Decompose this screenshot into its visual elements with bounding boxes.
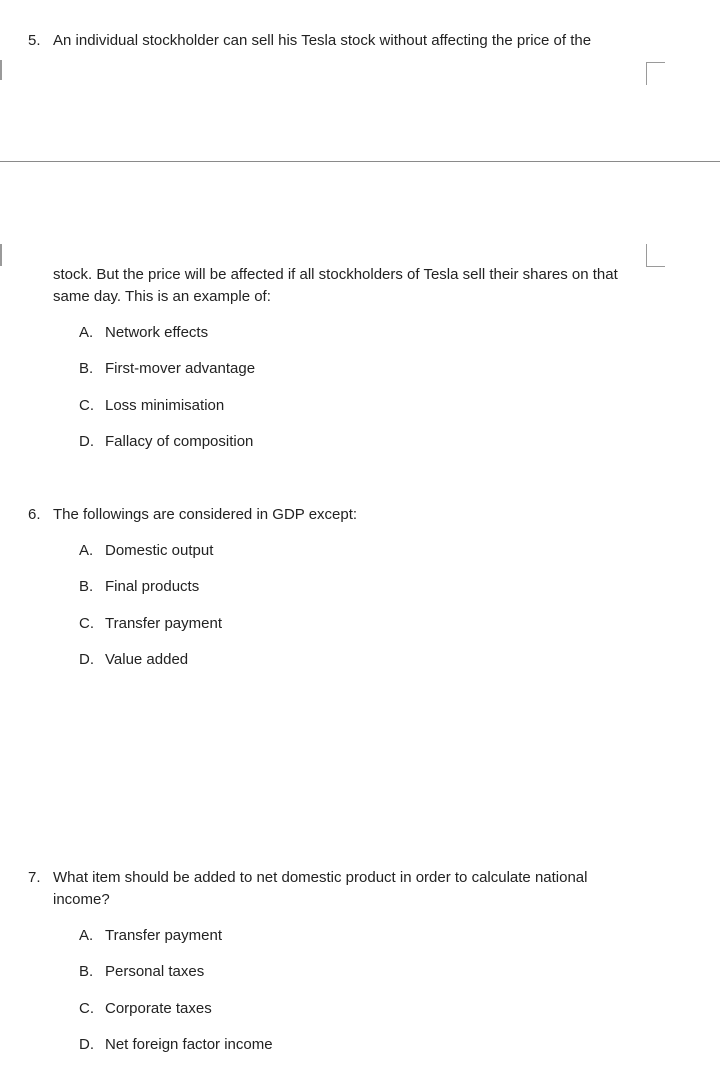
option-letter: B. [79,963,94,980]
option-text: Network effects [105,324,209,341]
option-text: Final products [105,578,200,595]
option-letter: D. [79,1036,94,1053]
option-text: Personal taxes [105,963,205,980]
option-letter: A. [79,324,94,341]
option-b[interactable] [79,576,199,598]
option-a[interactable] [79,322,208,344]
option-c[interactable] [79,613,222,635]
option-letter: C. [79,615,94,632]
question-text: An individual stockholder can sell his Tesla stock without affecting the price of the [53,32,592,49]
question-number: 7. [28,869,41,886]
page-break-divider [0,161,720,162]
option-text: Transfer payment [105,927,222,944]
page-corner-mark-bottom-right [646,244,665,267]
option-letter: B. [79,360,94,377]
option-text: Loss minimisation [105,397,225,414]
option-d[interactable] [79,431,253,453]
option-letter: C. [79,397,94,414]
option-letter: A. [79,542,94,559]
question-text: What item should be added to net domestic product in order to calculate national income? [53,869,588,908]
option-letter: D. [79,433,94,450]
option-c[interactable] [79,395,224,417]
page-corner-mark-bottom-left [0,244,2,266]
option-letter: A. [79,927,94,944]
option-text: First-mover advantage [105,360,256,377]
option-letter: B. [79,578,94,595]
question-number: 6. [28,506,41,523]
option-a[interactable] [79,540,213,562]
option-text: Fallacy of composition [105,433,254,450]
question-text: The followings are considered in GDP except: [53,506,358,523]
option-a[interactable] [79,925,222,947]
option-d[interactable] [79,649,188,671]
question-number: 5. [28,32,41,49]
page-corner-mark-top-left [0,60,2,80]
option-text: Value added [105,651,189,668]
option-text: Net foreign factor income [105,1036,273,1053]
option-text: Domestic output [105,542,214,559]
option-b[interactable] [79,358,255,380]
question-text-continued: stock. But the price will be affected if all stockholders of Tesla sell their shares on that same day. This is an example of: [53,266,618,305]
option-c[interactable] [79,998,212,1020]
option-d[interactable] [79,1034,273,1056]
option-text: Corporate taxes [105,1000,212,1017]
option-letter: D. [79,651,94,668]
option-b[interactable] [79,961,204,983]
page-corner-mark-top-right [646,62,665,85]
option-text: Transfer payment [105,615,222,632]
option-letter: C. [79,1000,94,1017]
